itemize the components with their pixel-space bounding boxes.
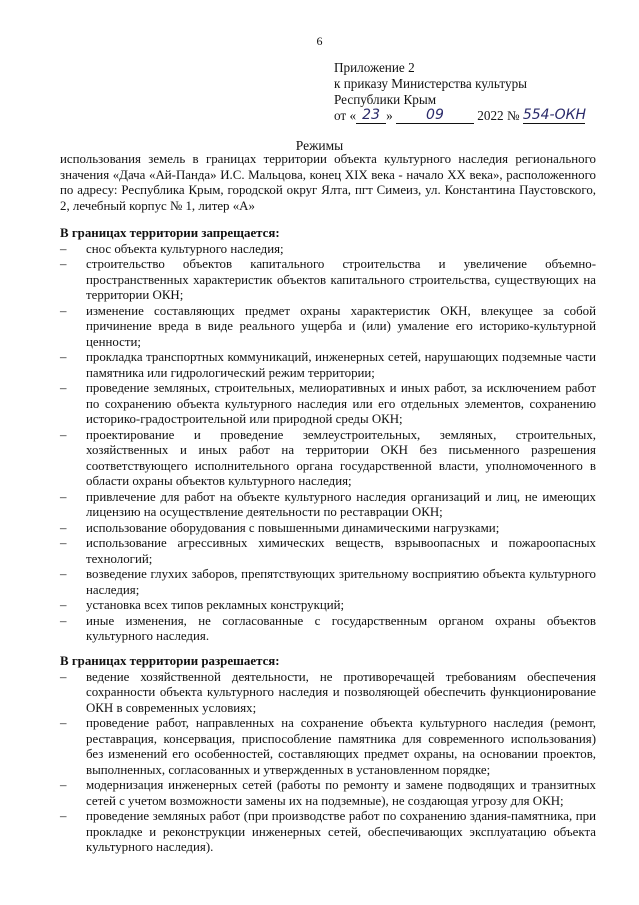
document-subtitle: использования земель в границах территории объекта культурного наследия регионального значения «Дача «Ай-Панда» И.С. Мальцова, конец XIX века - начало XX века», расположенного по адресу: Республика Крым, городской округ Ялта, пгт Симеиз, ул. Константина Паустовского, 2, лечебный корпус № 1, литер «А»: [60, 152, 596, 213]
list-item: – снос объекта культурного наследия;: [60, 241, 284, 256]
list-item: – использование агрессивных химических веществ, взрывоопасных и пожароопасных технологий;: [60, 536, 596, 566]
appendix-republic: Республики Крым: [334, 92, 437, 107]
appendix-title: Приложение 2: [334, 60, 415, 75]
list-item: – строительство объектов капитального строительства и увеличение объемно-пространственных характеристик объектов капитального строительства, существующих на территории ОКН;: [60, 257, 596, 302]
list-item: – использование оборудования с повышенными динамическими нагрузками;: [60, 520, 500, 535]
prohibited-section: [60, 226, 596, 645]
document-title: Режимы: [295, 138, 344, 153]
list-item: – изменение составляющих предмет охраны характеристик ОКН, влекущее за собой причинение вреда в виде реального ущерба и (или) умаление его историко-культурной ценности;: [60, 303, 596, 349]
date-mid: »: [386, 108, 393, 123]
list-item: – модернизация инженерных сетей (работы по ремонту и замене подводящих и транзитных сетей с учетом возможности замены их на подземные), не создающая угрозу для ОКН;: [60, 778, 596, 808]
list-item: – установка всех типов рекламных конструкций;: [60, 598, 345, 612]
list-item: – иные изменения, не согласованные с государственным органом охраны объектов культурного наследия.: [60, 613, 596, 643]
appendix-header: [334, 60, 585, 124]
date-prefix: от «: [334, 108, 357, 123]
order-number-handwritten: 554-ОКН: [522, 107, 587, 123]
appendix-date-line: [334, 108, 585, 124]
prohibited-heading: В границах территории запрещается:: [60, 226, 280, 240]
allowed-list: [60, 670, 596, 856]
prohibited-list: [60, 242, 596, 645]
appendix-order-ref: к приказу Министерства культуры: [334, 76, 528, 91]
list-item: – привлечение для работ на объекте культурного наследия организаций и лиц, не имеющих лицензию на осуществление деятельности по реставрации ОКН;: [60, 489, 596, 519]
date-day-handwritten: 23: [356, 108, 386, 124]
list-item: – проведение работ, направленных на сохранение объекта культурного наследия (ремонт, реставрация, консервация, приспособление памятника для современного использования) без изменений его особенностей, составляющих предмет охраны, на основании проектов, выполненных, согласованных и утвержденных в установленном порядке;: [60, 716, 596, 777]
allowed-heading: В границах территории разрешается:: [60, 654, 280, 668]
list-item: – проведение земляных, строительных, мелиоративных и иных работ, за исключением работ по сохранению объекта культурного наследия или его отдельных элементов, сохранению историко-градостроительной или природной среды ОКН;: [60, 381, 596, 426]
allowed-section: [60, 654, 596, 856]
list-item: – возведение глухих заборов, препятствующих зрительному восприятию объекта культурного наследия;: [60, 567, 596, 597]
date-year: 2022 №: [477, 108, 520, 123]
list-item: – проектирование и проведение землеустроительных, земляных, строительных, хозяйственных и иных работ на территории ОКН без письменного разрешения соответствующего исполнительного органа государственной власти, уполномоченного в области охраны объектов культурного наследия;: [60, 427, 596, 488]
list-item: – прокладка транспортных коммуникаций, инженерных сетей, нарушающих подземные части памятника или гидрологический режим территории;: [60, 350, 596, 380]
list-item: – проведение земляных работ (при производстве работ по сохранению здания-памятника, при прокладке и реконструкции инженерных сетей, обеспечивающих эксплуатацию объекта культурного наследия).: [60, 809, 596, 854]
list-item: – ведение хозяйственной деятельности, не противоречащей требованиям обеспечения сохранности объекта культурного наследия и позволяющей обеспечить функционирование ОКН в современных условиях;: [60, 669, 596, 715]
page-number: 6: [316, 34, 323, 48]
date-month-handwritten: 09: [396, 108, 474, 124]
